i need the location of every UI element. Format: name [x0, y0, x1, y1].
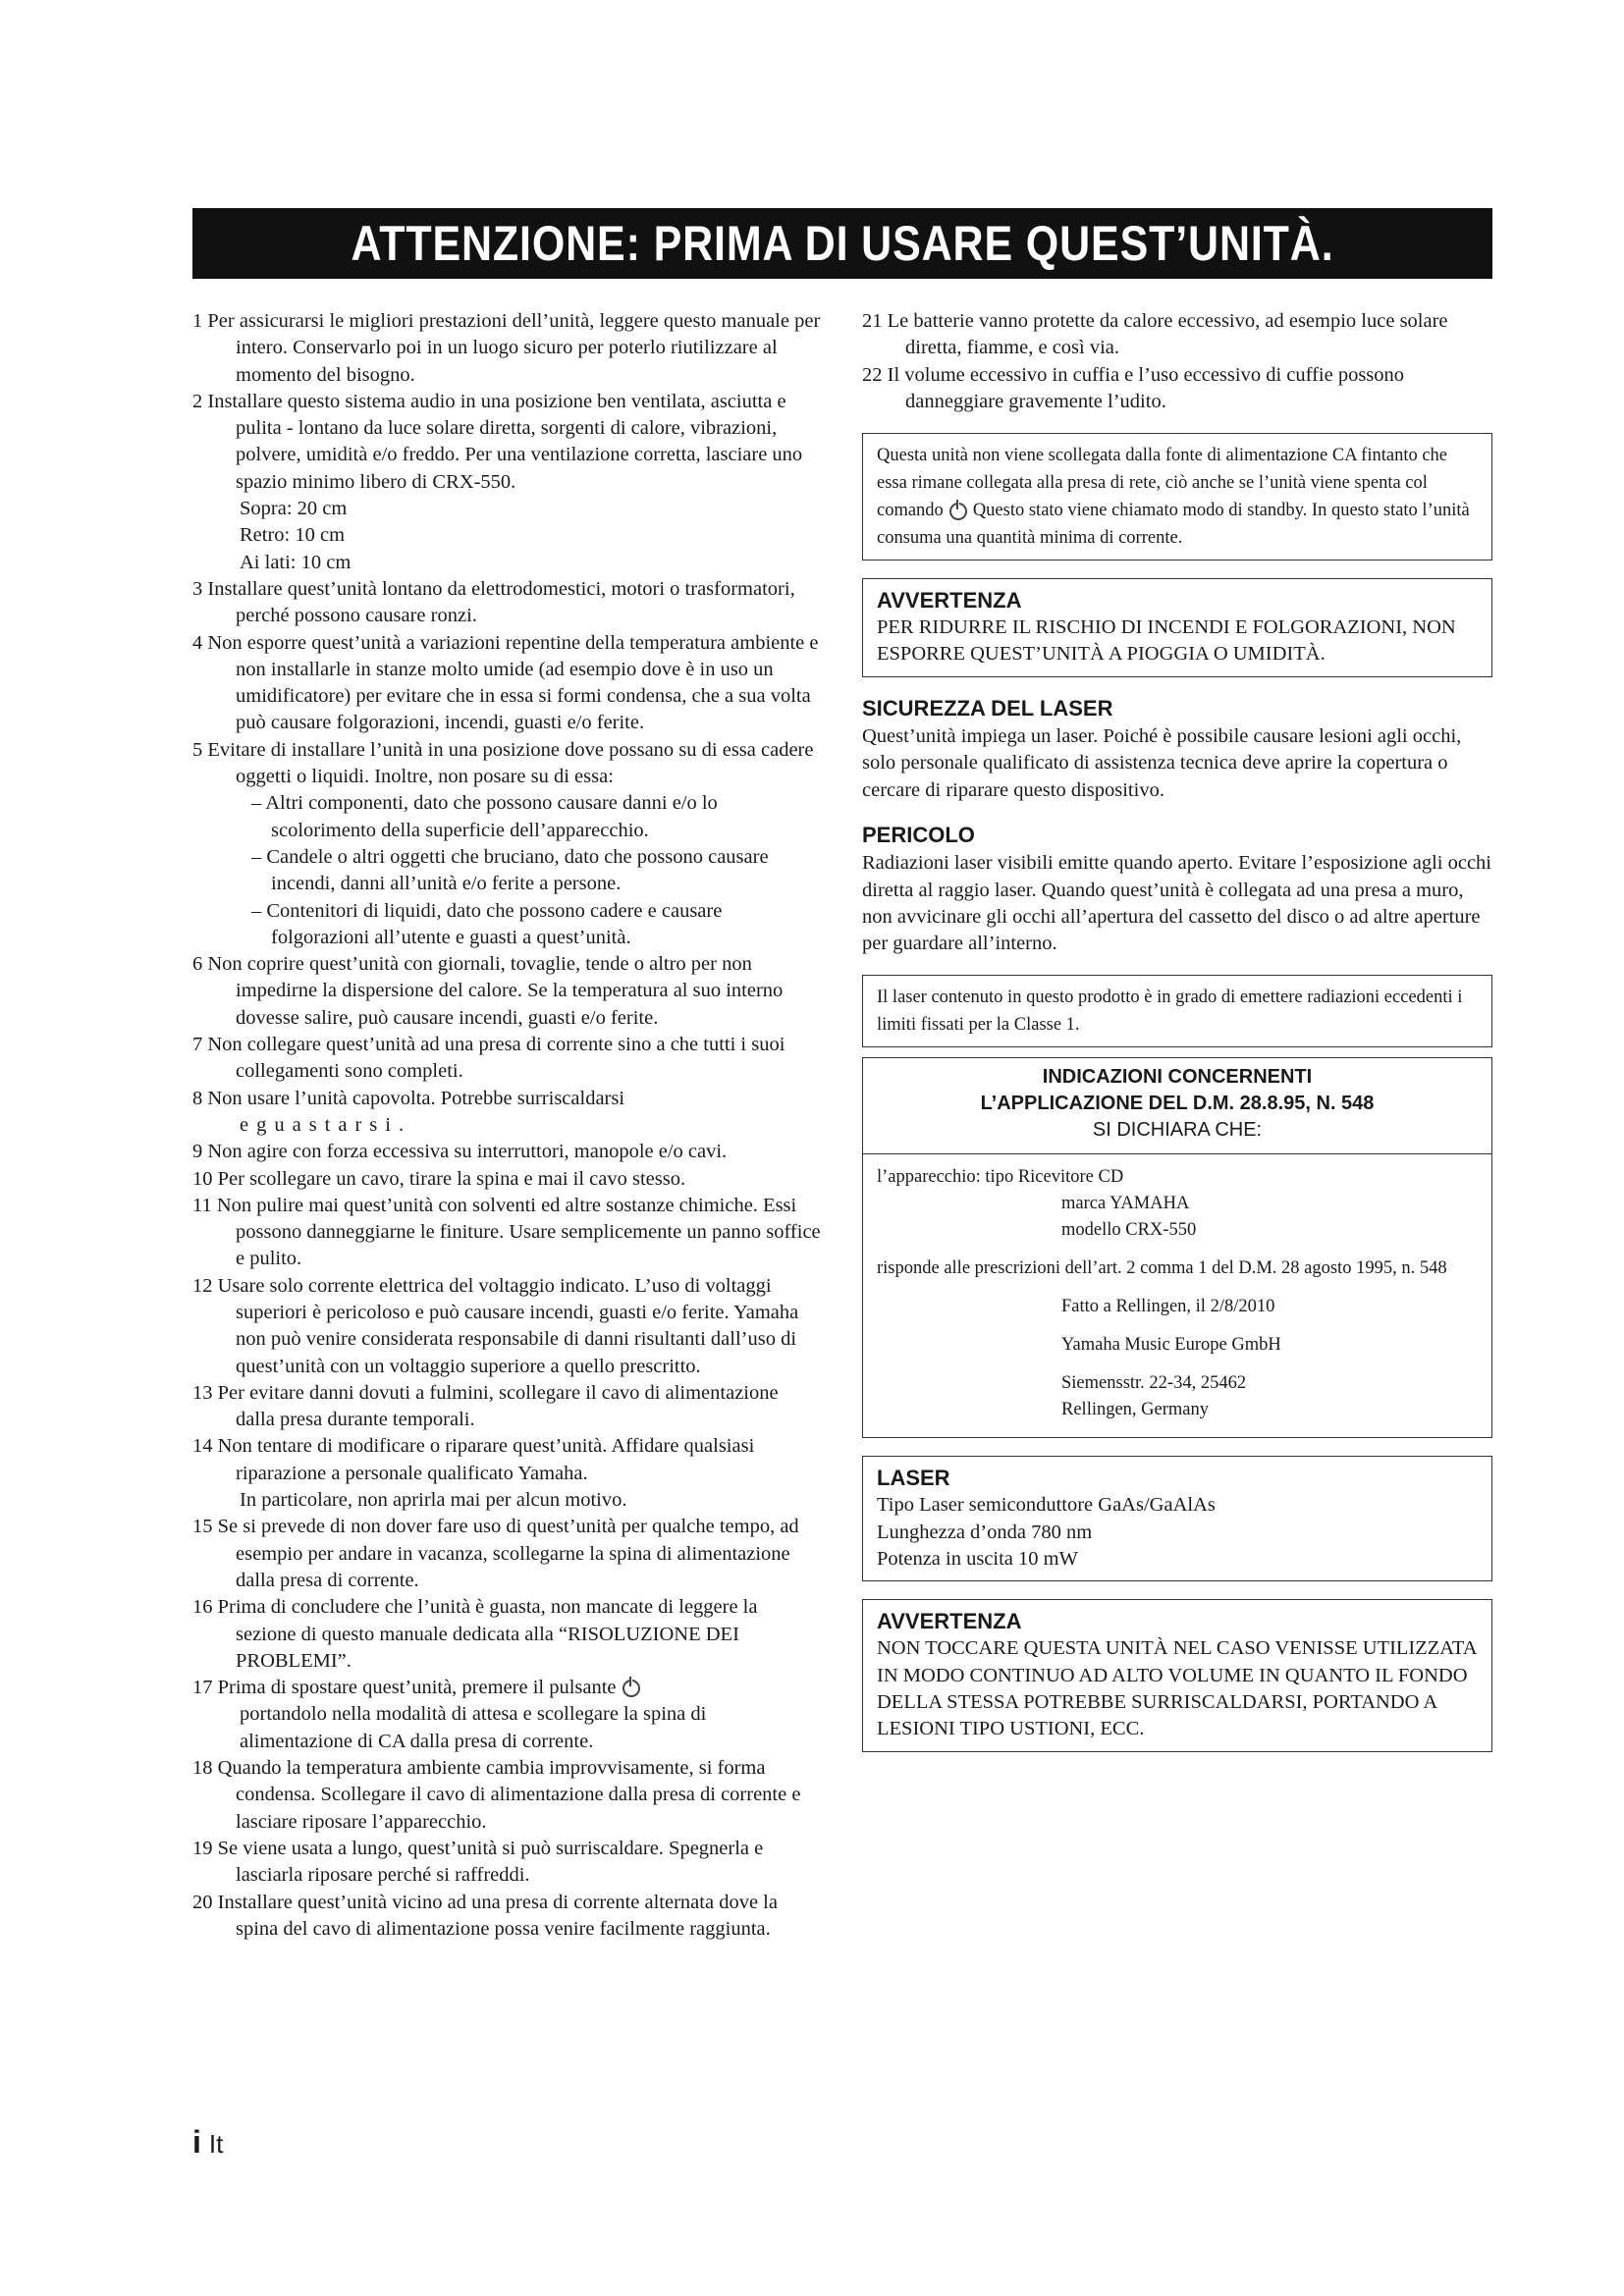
clearance-top: Sopra: 20 cm — [240, 498, 348, 520]
sub-item: – Candele o altri oggetti che bruciano, dato che possono causare incendi, danni all’unità e/o ferite a persone. — [251, 845, 769, 895]
danger-text: Radiazioni laser visibili emitte quando aperto. Evitare l’esposizione agli occhi diretta al raggio laser. Quando quest’unità è collegata ad una presa a muro, non avvicinare gli occhi all’apertura del cassetto del disco o ad altre aperture per guardare all’interno. — [862, 852, 1491, 955]
list-item: 2 Installare questo sistema audio in una posizione ben ventilata, asciutta e pulita - lontano da luce solare diretta, sorgenti di calore, vibrazioni, polvere, umidità e/o freddo. Per una ventilazione corretta, lasciare uno spazio minimo libero di CRX-550. — [192, 390, 803, 493]
clearance-back: Retro: 10 cm — [240, 524, 346, 547]
list-item-continuation: eguastarsi. — [240, 1113, 412, 1136]
list-item-continuation: portandolo nella modalità di attesa e scollegare la spina di alimentazione di CA dalla presa di corrente. — [240, 1703, 707, 1752]
laser-safety-title: SICUREZZA DEL LASER — [862, 695, 1113, 721]
clearance-sides: Ai lati: 10 cm — [240, 551, 352, 573]
list-item: 14 Non tentare di modificare o riparare quest’unità. Affidare qualsiasi riparazione a personale qualificato Yamaha. — [192, 1435, 755, 1484]
list-item: 12 Usare solo corrente elettrica del voltaggio indicato. L’uso di voltaggi superiori è pericoloso e può causare incendi, guasti e/o ferite. Yamaha non può venire considerata responsabile di danni risultanti dall’uso di quest’unità con un voltaggio superiore a quello prescritto. — [192, 1274, 799, 1377]
list-item: 1 Per assicurarsi le migliori prestazioni dell’unità, leggere questo manuale per intero. Conservarlo poi in un luogo sicuro per poterlo riutilizzare al momento del bisogno. — [192, 310, 821, 386]
warning-box-rain — [862, 578, 1492, 677]
decl-conformity: risponde alle prescrizioni dell’art. 2 comma 1 del D.M. 28 agosto 1995, n. 548 — [877, 1258, 1447, 1279]
danger-title: PERICOLO — [862, 822, 975, 847]
list-item: 15 Se si prevede di non dover fare uso di quest’unità per qualche tempo, ad esempio per andare in vacanza, scollegarne la spina di alimentazione dalla presa di corrente. — [192, 1516, 799, 1591]
warning-title: AVVERTENZA — [877, 588, 1022, 614]
list-item: 21 Le batterie vanno protette da calore eccessivo, ad esempio luce solare diretta, fiamme, e così via. — [862, 310, 1448, 359]
left-column — [192, 308, 821, 1943]
laser-spec-title: LASER — [877, 1466, 950, 1491]
list-item: 9 Non agire con forza eccessiva su interruttori, manopole e/o cavi. — [192, 1141, 728, 1163]
list-item: 17 Prima di spostare quest’unità, premere il pulsante — [192, 1675, 821, 1701]
warning-text: PER RIDURRE IL RISCHIO DI INCENDI E FOLGORAZIONI, NON ESPORRE QUEST’UNITÀ A PIOGGIA O UMIDITÀ. — [877, 616, 1456, 666]
page-title-banner — [192, 208, 1492, 279]
laser-type: Tipo Laser semiconduttore GaAs/GaAlAs — [877, 1494, 1216, 1517]
language-code: It — [208, 2129, 224, 2159]
decl-model: modello CRX-550 — [1061, 1220, 1197, 1241]
sub-item: – Altri componenti, dato che possono causare danni e/o lo scolorimento della superficie dell’apparecchio. — [251, 792, 718, 841]
decl-company: Yamaha Music Europe GmbH — [1061, 1335, 1281, 1356]
list-item: 16 Prima di concludere che l’unità è guasta, non mancate di leggere la sezione di questo manuale dedicata alla “RISOLUZIONE DEI PROBLEMI”. — [192, 1596, 758, 1672]
list-item: 5 Evitare di installare l’unità in una posizione dove possano su di essa cadere oggetti o liquidi. Inoltre, non posare su di essa: — [192, 738, 814, 788]
decl-city: Rellingen, Germany — [1061, 1400, 1210, 1420]
decl-place-date: Fatto a Rellingen, il 2/8/2010 — [1061, 1297, 1275, 1317]
power-icon — [949, 503, 967, 520]
power-icon — [623, 1680, 640, 1697]
declaration-body — [863, 1154, 1491, 1437]
laser-power: Potenza in uscita 10 mW — [877, 1548, 1078, 1571]
page-number: i — [192, 2124, 201, 2160]
standby-notice-box: Questa unità non viene scollegata dalla fonte di alimentazione CA fintanto che essa rimane collegata alla presa di rete, ciò anche se l’unità viene spenta col comando Questo stato viene chiamato modo di standby. In questo stato l’unità consuma una quantità minima di corrente. — [862, 433, 1492, 561]
declaration-header: INDICAZIONI CONCERNENTI L’APPLICAZIONE DEL D.M. 28.8.95, N. 548 SI DICHIARA CHE: — [863, 1058, 1491, 1154]
list-item: 22 Il volume eccessivo in cuffia e l’uso eccessivo di cuffie possono danneggiare gravemente l’udito. — [862, 363, 1405, 412]
list-item: 10 Per scollegare un cavo, tirare la spina e mai il cavo stesso. — [192, 1167, 686, 1190]
decl-street: Siemensstr. 22-34, 25462 — [1061, 1373, 1247, 1394]
list-item: 3 Installare quest’unità lontano da elettrodomestici, motori o trasformatori, perché possono causare ronzi. — [192, 577, 795, 627]
list-item-continuation: In particolare, non aprirla mai per alcun motivo. — [240, 1489, 627, 1512]
laser-safety-text: Quest’unità impiega un laser. Poiché è possibile causare lesioni agli occhi, solo personale qualificato di assistenza tecnica deve aprire la copertura o cercare di riparare questo dispositivo. — [862, 725, 1462, 801]
laser-class-box: Il laser contenuto in questo prodotto è in grado di emettere radiazioni eccedenti i limiti fissati per la Classe 1. — [862, 975, 1492, 1047]
page-footer — [192, 2124, 223, 2161]
warning-title: AVVERTENZA — [877, 1609, 1022, 1634]
decl-brand: marca YAMAHA — [1061, 1194, 1190, 1214]
decl-device: l’apparecchio: tipo Ricevitore CD — [877, 1167, 1124, 1188]
warning-text: NON TOCCARE QUESTA UNITÀ NEL CASO VENISSE UTILIZZATA IN MODO CONTINUO AD ALTO VOLUME IN QUANTO IL FONDO DELLA STESSA POTREBBE SURRISCALDARSI, PORTANDO A LESIONI TIPO USTIONI, ECC. — [877, 1637, 1477, 1740]
list-item: 4 Non esporre quest’unità a variazioni repentine della temperatura ambiente e non installarle in stanze molto umide (ad esempio dove è in uso un umidificatore) per evitare che in essa si formi condensa, che a sua volta può causare folgorazioni, incendi, guasti e/o ferite. — [192, 631, 819, 734]
right-column — [862, 308, 1492, 1752]
list-item: 20 Installare quest’unità vicino ad una presa di corrente alternata dove la spina del cavo di alimentazione possa venire facilmente raggiunta. — [192, 1891, 778, 1940]
list-item: 11 Non pulire mai quest’unità con solventi ed altre sostanze chimiche. Essi possono danneggiarne le finiture. Usare semplicemente un panno soffice e pulito. — [192, 1194, 821, 1270]
list-item: 7 Non collegare quest’unità ad una presa di corrente sino a che tutti i suoi collegamenti sono completi. — [192, 1034, 785, 1083]
sub-item: – Contenitori di liquidi, dato che possono cadere e causare folgorazioni all’utente e guasti a quest’unità. — [251, 899, 723, 948]
list-item: 6 Non coprire quest’unità con giornali, tovaglie, tende o altro per non impedirne la dispersione del calore. Se la temperatura al suo interno dovesse salire, può causare incendi, guasti e/o ferite. — [192, 953, 784, 1029]
page-title: ATTENZIONE: PRIMA DI USARE QUEST’UNITÀ. — [351, 216, 1334, 271]
list-item: 18 Quando la temperatura ambiente cambia improvvisamente, si forma condensa. Scollegare il cavo di alimentazione dalla presa di corrente e lasciare riposare l’apparecchio. — [192, 1757, 801, 1833]
list-item: 13 Per evitare danni dovuti a fulmini, scollegare il cavo di alimentazione dalla presa durante temporali. — [192, 1381, 779, 1431]
laser-wavelength: Lunghezza d’onda 780 nm — [877, 1521, 1093, 1543]
laser-spec-box — [862, 1456, 1492, 1581]
warning-box-heat — [862, 1599, 1492, 1751]
declaration-box — [862, 1057, 1492, 1438]
list-item: 19 Se viene usata a lungo, quest’unità si può surriscaldare. Spegnerla e lasciarla riposare perché si raffreddi. — [192, 1837, 764, 1887]
list-item: 8 Non usare l’unità capovolta. Potrebbe surriscaldarsi — [192, 1087, 625, 1109]
